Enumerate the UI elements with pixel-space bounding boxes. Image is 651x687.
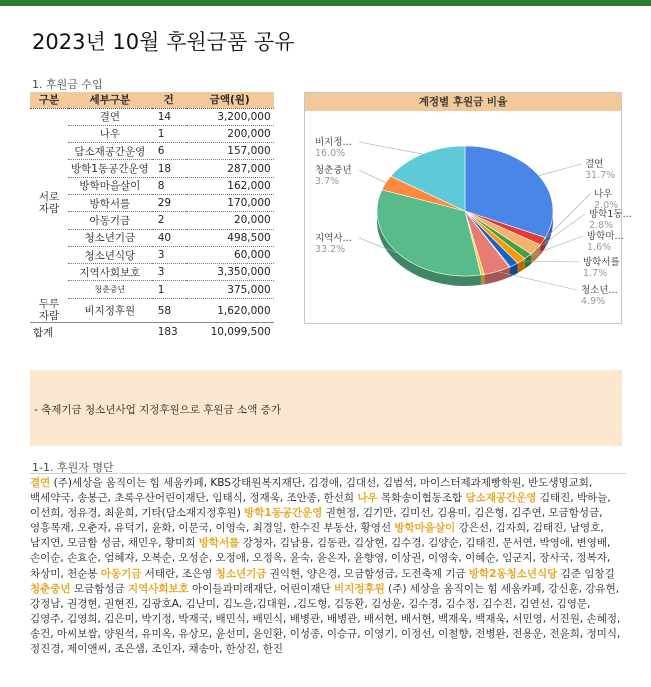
- donor-names: 강은선, 김자희, 김태진, 남영호, 남지연, 모금함 성금, 채민우, 황미희: [30, 522, 604, 550]
- total-count: 183: [152, 323, 186, 341]
- subcategory-cell: 방학서를: [68, 194, 152, 211]
- count-cell: 18: [152, 160, 186, 177]
- amount-cell: 20,000: [186, 212, 274, 229]
- donor-list: [30, 473, 626, 685]
- pie-slice-side: [509, 267, 510, 277]
- amount-cell: 157,000: [186, 143, 274, 160]
- count-cell: 3: [152, 246, 186, 263]
- donor-category: 방학1동공간운영: [244, 507, 323, 520]
- donor-category: 방학마을살이: [394, 522, 456, 535]
- donor-category: 방학2동청소년식당: [468, 567, 558, 580]
- amount-cell: 170,000: [186, 194, 274, 211]
- income-table: [30, 92, 274, 341]
- donor-names: (주)세상을 움직이는 힘 세움카페, KBS강태원복지재단, 김경애, 김대선, 김범석, 마이스터제과제빵학원, 반도생명교회, 백세약국, 송봉근, 초록우산어린이재단, 임태식, 정재욱, 조안종, 한선희: [30, 477, 593, 505]
- donor-names: 모금함성금: [70, 582, 128, 595]
- pie-label: 지역사...: [315, 233, 352, 244]
- amount-cell: 162,000: [186, 177, 274, 194]
- pie-label: 결연: [585, 159, 604, 170]
- table-row: [30, 108, 274, 125]
- header-subcategory: 세부구분: [68, 92, 152, 108]
- donor-category: 방학서를: [198, 537, 240, 550]
- total-label: 합계: [30, 323, 68, 341]
- subcategory-cell: 담소재공간운영: [68, 143, 152, 160]
- subcategory-cell: 비지정후원: [68, 298, 152, 323]
- pie-chart: [305, 111, 632, 323]
- donor-names: 김태진, 박하늘, 이선희, 정유경, 최윤희, 기타(담소재지정후원): [30, 492, 611, 520]
- group-name: 두루 자람: [38, 298, 60, 323]
- subcategory-cell: 나우: [68, 125, 152, 142]
- donor-category: 나우: [357, 492, 378, 505]
- pie-slice-side: [481, 274, 484, 284]
- amount-cell: 60,000: [186, 246, 274, 263]
- subcategory-cell: 결연: [68, 108, 152, 125]
- count-cell: 1: [152, 281, 186, 298]
- donor-category: 비지정후원: [334, 582, 385, 595]
- pie-percent: 4.9%: [581, 296, 606, 307]
- top-accent-bar: [0, 0, 651, 6]
- pie-label: 비지정...: [315, 137, 352, 148]
- total-amount: 10,099,500: [186, 323, 274, 341]
- header-amount: 금액(원): [186, 92, 274, 108]
- donor-section-label: 1-1. 후원자 명단: [32, 461, 114, 474]
- donor-names: 목화송이협동조합: [377, 492, 466, 505]
- pie-leader-line: [359, 170, 386, 183]
- donor-names: 권현정, 김기만, 김미선, 김용미, 김은형, 김주연, 모금함성금, 영흥목재, 오춘자, 유덕기, 윤화, 이문국, 이영숙, 최경일, 한수진 부동산, 황영선: [30, 507, 603, 535]
- donor-names: (주) 세상을 움직이는 힘 세움카페, 강신훈, 강유현, 강정남, 권경현, 권현진, 김광호A, 김난미, 김노을,김대원, ,김도형, 김동환, 김성윤, 김수경, 김수정, 김수진, 김연선, 김영문, 김영주, 김영희, 김은미, 박기정, 박재국, 배민식, 배민식, 배병관, 배병관, 배서현, 배서현, 백재욱, 백재욱, 서민영, 서진원, 손혜정, 송건, 아씨보쌈, 양원석, 유미옥, 유상모, 윤선미, 윤인환, 이성종, 이승규, 이영기, 이정선, 이철향, 전병완, 전용운, 전윤희, 정미식, 정진경, 제이앤씨, 조은샘, 조인자, 채송아, 한상진, 한진: [30, 582, 621, 656]
- donor-category: 결연: [30, 477, 51, 489]
- pie-percent: 16.0%: [315, 148, 346, 159]
- table-row: [30, 298, 274, 323]
- amount-cell: 375,000: [186, 281, 274, 298]
- count-cell: 8: [152, 177, 186, 194]
- header-count: 건: [152, 92, 186, 108]
- pie-percent: 33.2%: [315, 244, 346, 255]
- count-cell: 58: [152, 298, 186, 323]
- chart-title: 계정별 후원금 비율: [305, 93, 621, 111]
- pie-leader-line: [539, 164, 581, 176]
- donor-category: 지역사회보호: [127, 582, 189, 595]
- pie-label: 방학1동...: [589, 209, 632, 220]
- header-category: 구분: [30, 92, 68, 108]
- pie-percent: 3.7%: [315, 176, 340, 187]
- total-row: [30, 323, 274, 341]
- group-name: 서로 자람: [38, 191, 60, 216]
- subcategory-cell: 청소년기금: [68, 229, 152, 246]
- pie-percent: 1.7%: [583, 268, 608, 279]
- chart-panel: [304, 92, 632, 324]
- count-cell: 2: [152, 212, 186, 229]
- count-cell: 40: [152, 229, 186, 246]
- count-cell: 1: [152, 125, 186, 142]
- pie-percent: 2.8%: [589, 220, 614, 231]
- amount-cell: 3,200,000: [186, 108, 274, 125]
- pie-percent: 2.0%: [594, 200, 619, 211]
- subcategory-cell: 방학마을살이: [68, 177, 152, 194]
- pie-percent: 1.6%: [587, 242, 612, 253]
- pie-label: 청소년...: [581, 285, 618, 296]
- amount-cell: 1,620,000: [186, 298, 274, 323]
- subcategory-cell: 아동기금: [68, 212, 152, 229]
- total-spacer: [68, 323, 152, 341]
- note-text: - 축제기금 청소년사업 지정후원으로 후원금 소액 증가: [34, 404, 281, 416]
- donor-names: 아이들과미래재단, 어린이재단: [188, 582, 335, 595]
- pie-leader-line: [359, 142, 423, 154]
- donor-category: 청소년기금: [215, 567, 267, 580]
- pie-label: 방학서를: [583, 257, 620, 268]
- subcategory-cell: 방학1동공간운영: [68, 160, 152, 177]
- count-cell: 14: [152, 108, 186, 125]
- count-cell: 6: [152, 143, 186, 160]
- subcategory-cell: 청춘중년: [68, 281, 152, 298]
- pie-percent: 31.7%: [585, 170, 616, 181]
- donor-names: 권익현, 양은경, 모금함성금, 도전축제 기금: [266, 567, 469, 580]
- income-section-label: 1. 후원금 수입: [32, 78, 103, 91]
- subcategory-cell: 청소년식당: [68, 246, 152, 263]
- pie-label: 청춘중년: [315, 165, 352, 176]
- count-cell: 3: [152, 264, 186, 281]
- subcategory-cell: 지역사회보호: [68, 264, 152, 281]
- donor-names: 서태란, 조은영: [141, 567, 216, 580]
- pie-label: 나우: [594, 189, 613, 200]
- donor-category: 담소재공간운영: [465, 492, 537, 505]
- pie-label: 방학마...: [587, 231, 624, 242]
- amount-cell: 200,000: [186, 125, 274, 142]
- amount-cell: 3,350,000: [186, 264, 274, 281]
- note-box: [30, 370, 622, 446]
- donor-names: 강청자, 김남용, 김동관, 김상현, 김수경, 김양순, 김태진, 문서연, 박영애, 변영배, 손이순, 손효순, 엄혜자, 오복순, 오성순, 오정애, 오정옥, 윤숙, 윤온자, 윤향영, 이상권, 이영숙, 이혜순, 임군지, 장사국, 정복자, 차상미, 천순봉: [30, 537, 611, 580]
- donor-category: 청춘중년: [30, 582, 71, 595]
- amount-cell: 287,000: [186, 160, 274, 177]
- amount-cell: 498,500: [186, 229, 274, 246]
- pie-leader-line: [497, 272, 577, 290]
- donor-category: 아동기금: [100, 567, 142, 580]
- page-title: 2023년 10월 후원금품 공유: [32, 30, 295, 54]
- count-cell: 29: [152, 194, 186, 211]
- donor-names: 김준 임창길: [557, 567, 615, 580]
- income-table-header: [30, 92, 274, 108]
